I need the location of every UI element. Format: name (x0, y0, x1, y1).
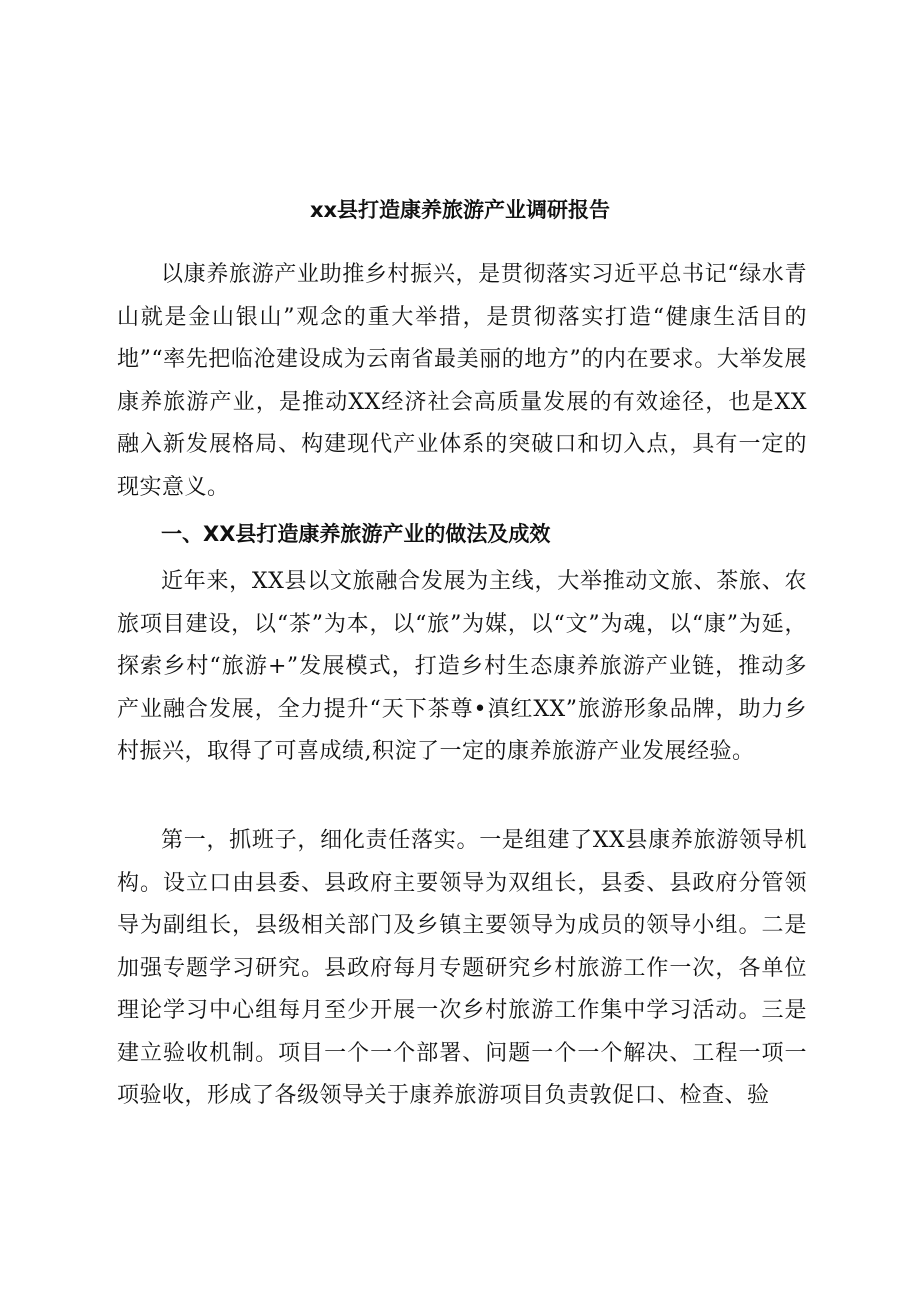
body-paragraph: 近年来，XX县以文旅融合发展为主线，大举推动文旅、茶旅、农旅项目建设，以“茶”为本，以“旅”为媒，以“文”为魂，以“康”为延，探索乡村“旅游+”发展模式，打造乡村生态康养旅游产业链，推动多产业融合发展，全力提升“天下茶尊•滇红XX”旅游形象品牌，助力乡村振兴，取得了可喜成绩,积淀了一定的康养旅游产业发展经验。 (117, 569, 807, 764)
document-title: xx县打造康养旅游产业调研报告 (309, 198, 611, 222)
intro-paragraph: 以康养旅游产业助推乡村振兴，是贯彻落实习近平总书记“绿水青山就是金山银山”观念的重大举措，是贯彻落实打造“健康生活目的地”“率先把临沧建设成为云南省最美丽的地方”的内在要求。大举发展康养旅游产业，是推动XX经济社会高质量发展的有效途径，也是XX融入新发展格局、构建现代产业体系的突破口和切入点，具有一定的现实意义。 (117, 262, 807, 500)
body-paragraph: 第一，抓班子，细化责任落实。一是组建了XX县康养旅游领导机构。设立口由县委、县政府主要领导为双组长，县委、县政府分管领导为副组长，县级相关部门及乡镇主要领导为成员的领导小组。二是加强专题学习研究。县政府每月专题研究乡村旅游工作一次，各单位理论学习中心组每月至少开展一次乡村旅游工作集中学习活动。三是建立验收机制。项目一个一个部署、问题一个一个解决、工程一项一项验收，形成了各级领导关于康养旅游项目负责敦促口、检查、验 (117, 828, 807, 1108)
section-heading: 一、XX县打造康养旅游产业的做法及成效 (161, 522, 551, 546)
